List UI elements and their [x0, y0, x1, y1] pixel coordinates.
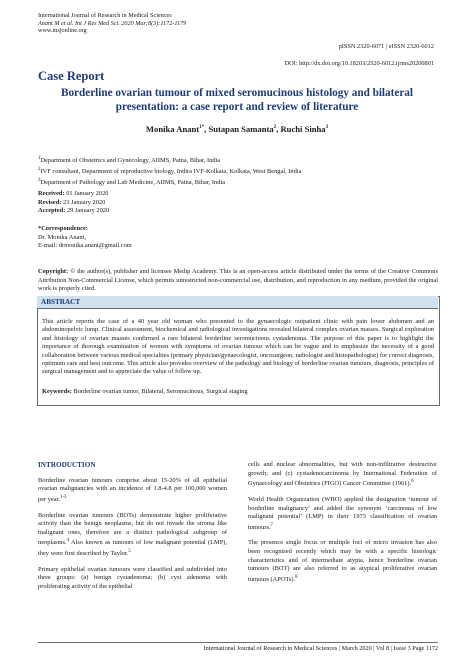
- citation-sup: 5: [128, 549, 131, 554]
- paragraph-text: cells and nuclear abnormalities, but with non-infiltrative destructive growth; and (c) cystadenocarcinoma by International Federation of Gynaecology and Obstetrics (FIGO) Cancer Committee (1961).: [248, 461, 437, 488]
- keywords-text: Borderline ovarian tumor, Bilateral, Seromucinous, Surgical staging: [73, 388, 248, 395]
- paragraph-text: World Health Organization (WHO) applied the designation ‘tumour of borderline malignancy’ and added the synonym ‘carcinoma of low malignant potential’ (LMP) in their 1973 classification of ovarian tumours.: [248, 495, 437, 531]
- copyright-notice: [38, 268, 438, 294]
- paragraph-text: Borderline ovarian tumours comprise about 15-20% of all epithelial ovarian malignancies with an incidence of 1.8-4.8 per 100,000 women per year.: [38, 476, 227, 503]
- affiliation-text: Department of Pathology and Lab Medicine, AIIMS, Patna, Bihar, India: [40, 178, 225, 186]
- paragraph-text: The presence single focus or multiple foci of micro invasion has also been recognised recently which may be with a specific histologic characteristics and of intermediate atypia, hence borderline ovarian tumours (BOT) are also referred to as atypical proliferative ovarian tumours (APOTs).: [248, 539, 437, 583]
- author-sup: 3: [325, 125, 329, 131]
- correspondence-label: *Correspondence:: [38, 225, 88, 232]
- affiliation-sup: 1: [38, 156, 41, 161]
- author-name: Monika Anant: [145, 124, 200, 134]
- author-name: Ruchi Sinha: [280, 124, 326, 134]
- paragraph-text: Primary epithelial ovarian tumours were classified and subdivided into three groups: (a) benign cystadenoma; (b) cyst adenoma with proliferating activity of the epithelial: [38, 565, 227, 590]
- revised-date: [38, 199, 109, 208]
- journal-name: International Journal of Research in Medical Sciences: [38, 12, 172, 19]
- accepted-value: 29 January 2020: [66, 207, 110, 215]
- keywords-label: Keywords:: [42, 388, 72, 395]
- paragraph: [248, 496, 437, 533]
- paragraph: [248, 539, 437, 584]
- article-type: Case Report: [38, 69, 105, 83]
- body-column-right: [248, 461, 437, 592]
- received-label: Received:: [38, 190, 65, 197]
- abstract-text: This article reports the case of a 40 year old woman who presented to the gynaecologic outpatient clinic with pain lower abdomen and an abdominopelvic lump. Clinical assessment, biochemical and radiological investigations revealed bilateral complex ovarian masses. Surgical exploration and histology of ovarian masses confirmed a rare bilateral borderline seromucinous cystadenoma. The purpose of this paper is to highlight the importance of thorough examination of women with symptoms of ovarian tumour which can be vague and to emphasize the necessity of a good collaboration between various medical specialties (primary physician/gynaecologist, oncosurgeon, radiologist and histopathologist) for correct diagnosis, optimum care and best outcome. This article also provides overview of the pathology and biology of borderline ovarian tumours, diagnosis, principles of surgical management and to appreciate the value of follow up.: [42, 318, 434, 376]
- copyright-label: Copyright:: [38, 268, 69, 275]
- paragraph: [38, 566, 227, 592]
- paragraph-text: Borderline ovarian tumours (BOTs) demonstrate higher proliferative activity than the benign neoplasms, but do not invade the stroma like malignant ones, therefore are a distinct pathological subgroup of neoplasms.: [38, 511, 227, 547]
- citation-sup: 4: [66, 538, 69, 544]
- author-name: Sutapan Samanta: [208, 124, 274, 134]
- received-value: 01 January 2020: [66, 190, 109, 197]
- affiliations: [38, 155, 438, 188]
- affiliation-sup: 2: [38, 166, 41, 172]
- journal-header: [38, 12, 186, 35]
- citation-sup: 6: [411, 479, 414, 485]
- affiliation-text: IVF consultant, Department of reproductive biology, Indira IVF-Kolkata, Kolkata, West Bengal, India: [40, 168, 302, 176]
- citation-sup: 7: [270, 522, 273, 528]
- affiliation-sup: 3: [38, 177, 41, 183]
- article-dates: [38, 190, 109, 216]
- abstract-heading: ABSTRACT: [37, 296, 438, 309]
- doi-link[interactable]: DOI: http://dx.doi.org/10.18203/2320-6012.ijrms20200801: [284, 60, 434, 67]
- received-date: [38, 190, 109, 199]
- page-footer: International Journal of Research in Medical Sciences | March 2020 | Vol 8 | Issue 3 Page 1172: [38, 642, 438, 652]
- correspondence: [38, 225, 132, 251]
- paragraph: [38, 477, 227, 505]
- paragraph-text: Also known as tumours of low malignant potential (LMP), they were first described by Taylor.: [38, 539, 227, 558]
- keywords: [42, 388, 434, 396]
- article-title: Borderline ovarian tumour of mixed seromucinous histology and bilateral presentation: a case report and review of literature: [60, 87, 413, 113]
- accepted-label: Accepted:: [38, 207, 66, 215]
- affiliation-item: [38, 177, 438, 188]
- affiliation-text: Department of Obstetrics and Gynecology, AIIMS, Patna, Bihar, India: [40, 157, 221, 165]
- accepted-date: [38, 207, 109, 216]
- correspondence-name: Dr. Monika Anant,: [38, 233, 86, 241]
- citation-sup: 1-3: [60, 494, 67, 500]
- revised-label: Revised:: [38, 198, 62, 206]
- journal-website[interactable]: www.msjonline.org: [38, 27, 87, 35]
- introduction-heading: INTRODUCTION: [38, 461, 96, 469]
- journal-citation: Anant M et al. Int J Res Med Sci. 2020 Mar;8(3):1172-1179: [38, 19, 187, 27]
- copyright-text: © the author(s), publisher and licensee Medip Academy. This is an open-access article distributed under the terms of the Creative Commons Attribution Non-Commercial License, which permits unrestricted non-commercial use, distribution, and reproduction in any medium, provided the original work is properly cited.: [38, 268, 438, 293]
- author-sup: 1*: [199, 125, 205, 131]
- citation-sup: 8: [295, 574, 298, 580]
- affiliation-item: [38, 166, 438, 177]
- body-column-left: [38, 461, 227, 599]
- issn: pISSN 2320-6071 | eISSN 2320-6012: [338, 43, 434, 50]
- author-list: Monika Anant$^{1*}$, Sutapan Samanta$^2$, Ruchi Sinha$^3$: [145, 124, 329, 134]
- affiliation-item: [38, 155, 438, 166]
- paragraph: [38, 512, 227, 559]
- paragraph: [248, 461, 437, 489]
- correspondence-email[interactable]: E-mail: drmonika.anant@gmail.com: [38, 242, 132, 250]
- revised-value: 23 January 2020: [63, 198, 106, 206]
- author-sup: 2: [273, 125, 277, 131]
